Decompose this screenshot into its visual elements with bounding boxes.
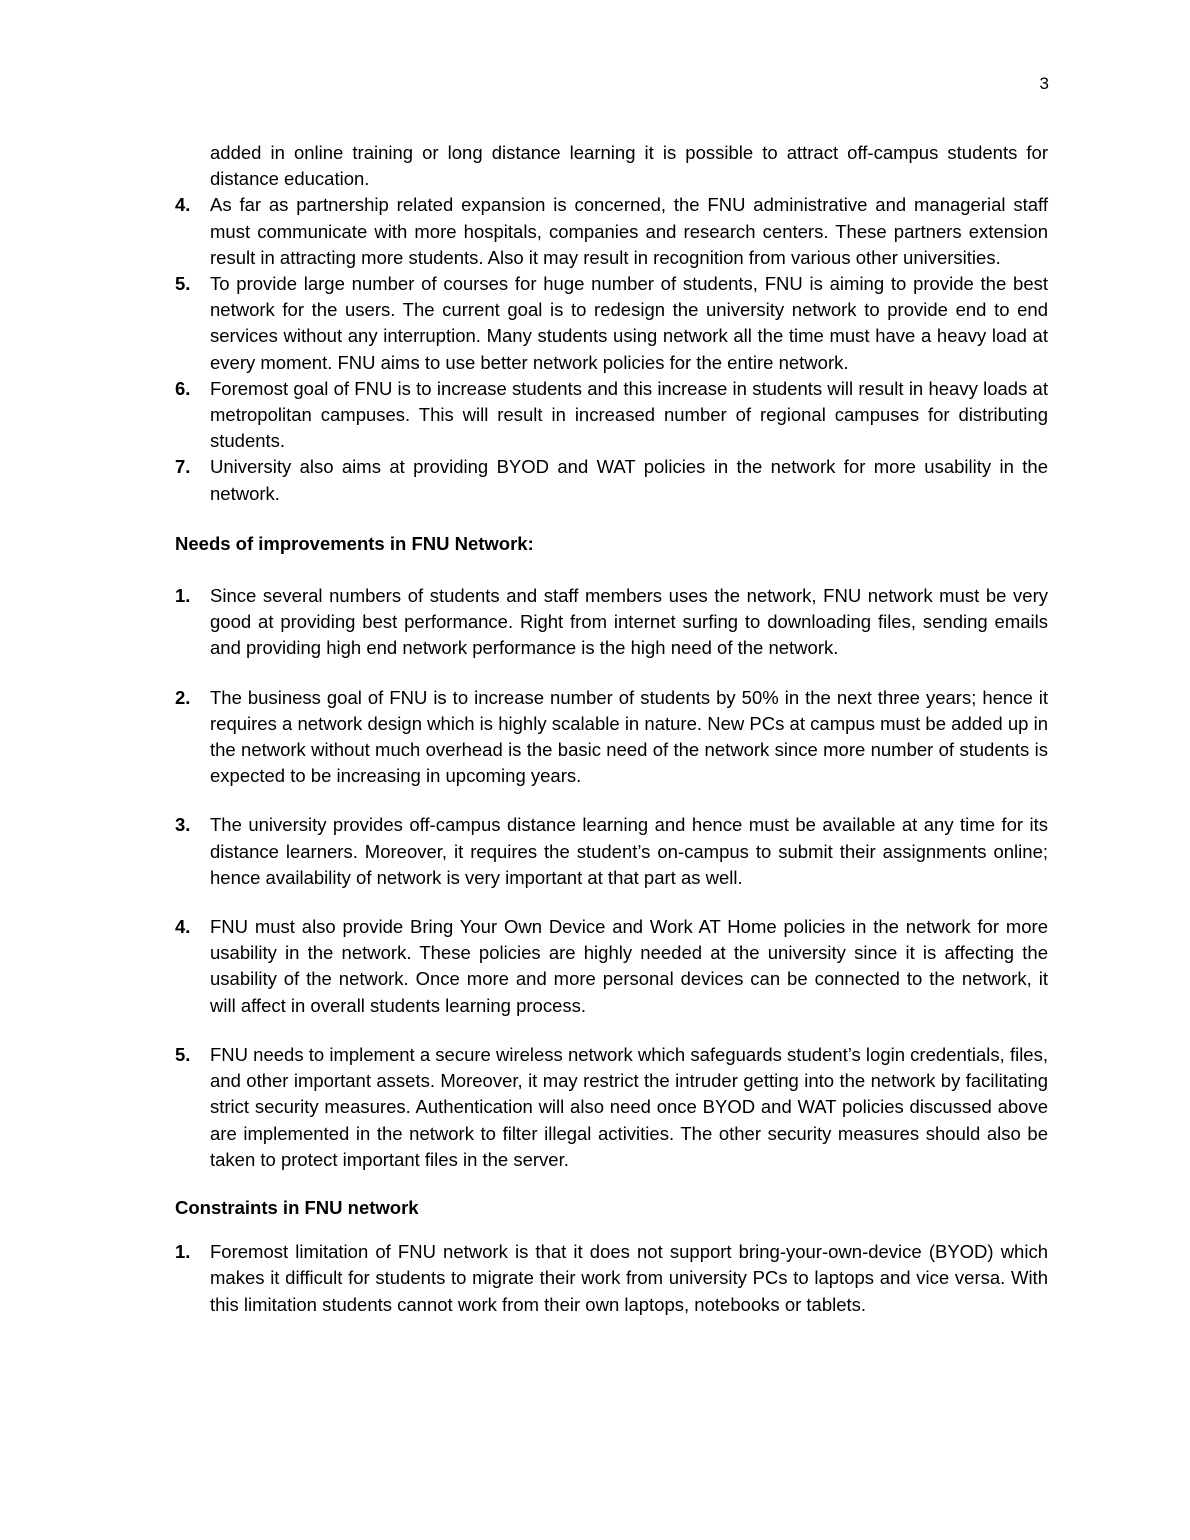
document-body (175, 140, 1048, 1318)
list-item-text: FNU must also provide Bring Your Own Device and Work AT Home policies in the network for more usability in the network. These policies are highly needed at the university since it is affecting the usability of the network. Once more and more personal devices can be connected to the network, it will affect in overall students learning process. (210, 916, 1048, 1016)
goals-list (175, 140, 1048, 507)
list-item (175, 271, 1048, 376)
list-item-text: University also aims at providing BYOD and WAT policies in the network for more usability in the network. (210, 456, 1048, 504)
list-item (175, 583, 1048, 662)
needs-heading: Needs of improvements in FNU Network: (175, 532, 534, 554)
list-item-text: The business goal of FNU is to increase number of students by 50% in the next three years; hence it requires a network design which is highly scalable in nature. New PCs at campus must be added up in the network without much overhead is the basic need of the network since more number of students is expected to be increasing in upcoming years. (210, 686, 1048, 787)
list-item (175, 1239, 1048, 1318)
needs-list (175, 583, 1048, 1173)
list-item (175, 1042, 1048, 1173)
list-item-text: FNU needs to implement a secure wireless network which safeguards student’s login credentials, files, and other important assets. Moreover, it may restrict the intruder getting into the network by facilitating strict security measures. Authentication will also need once BYOD and WAT policies discussed above are implemented in the network to filter illegal activities. The other security measures should also be taken to protect important files in the server. (210, 1043, 1048, 1170)
list-item-text: To provide large number of courses for huge number of students, FNU is aiming to provide the best network for the users. The current goal is to redesign the university network to provide end to end services without any interruption. Many students using network all the time must have a heavy load at every moment. FNU aims to use better network policies for the entire network. (210, 273, 1048, 373)
list-item (175, 914, 1048, 1019)
list-number: 1. (175, 585, 191, 607)
list-item-text: Foremost limitation of FNU network is that it does not support bring-your-own-device (BYOD) which makes it difficult for students to migrate their work from university PCs to laptops and vice versa. With this limitation students cannot work from their own laptops, notebooks or tablets. (210, 1241, 1048, 1315)
list-number: 2. (175, 686, 191, 708)
list-number: 6. (175, 377, 191, 399)
list-item (175, 192, 1048, 271)
constraints-list (175, 1239, 1048, 1318)
list-number: 4. (175, 916, 191, 938)
list-number: 1. (175, 1241, 191, 1263)
list-item (175, 685, 1048, 790)
list-item (175, 812, 1048, 891)
list-item (175, 376, 1048, 455)
list-item-text: added in online training or long distance learning it is possible to attract off-campus students for distance education. (210, 142, 1048, 190)
list-item-text: As far as partnership related expansion is concerned, the FNU administrative and managerial staff must communicate with more hospitals, companies and research centers. These partners extension result in attracting more students. Also it may result in recognition from various other universities. (210, 194, 1048, 268)
list-item (175, 454, 1048, 506)
list-item-text: Since several numbers of students and staff members uses the network, FNU network must be very good at providing best performance. Right from internet surfing to downloading files, sending emails and providing high end network performance is the high need of the network. (210, 585, 1048, 659)
list-number: 5. (175, 273, 191, 295)
list-item-text: The university provides off-campus distance learning and hence must be available at any time for its distance learners. Moreover, it requires the student’s on-campus to submit their assignments online; hence availability of network is very important at that part as well. (210, 814, 1048, 888)
list-item-continuation (175, 140, 1048, 192)
constraints-heading: Constraints in FNU network (175, 1196, 419, 1218)
list-item-text: Foremost goal of FNU is to increase students and this increase in students will result in heavy loads at metropolitan campuses. This will result in increased number of regional campuses for distributing students. (210, 377, 1048, 452)
page-number: 3 (1039, 74, 1049, 93)
list-number: 5. (175, 1043, 191, 1065)
list-number: 4. (175, 194, 191, 216)
list-number: 3. (175, 814, 191, 836)
list-number: 7. (175, 456, 191, 478)
